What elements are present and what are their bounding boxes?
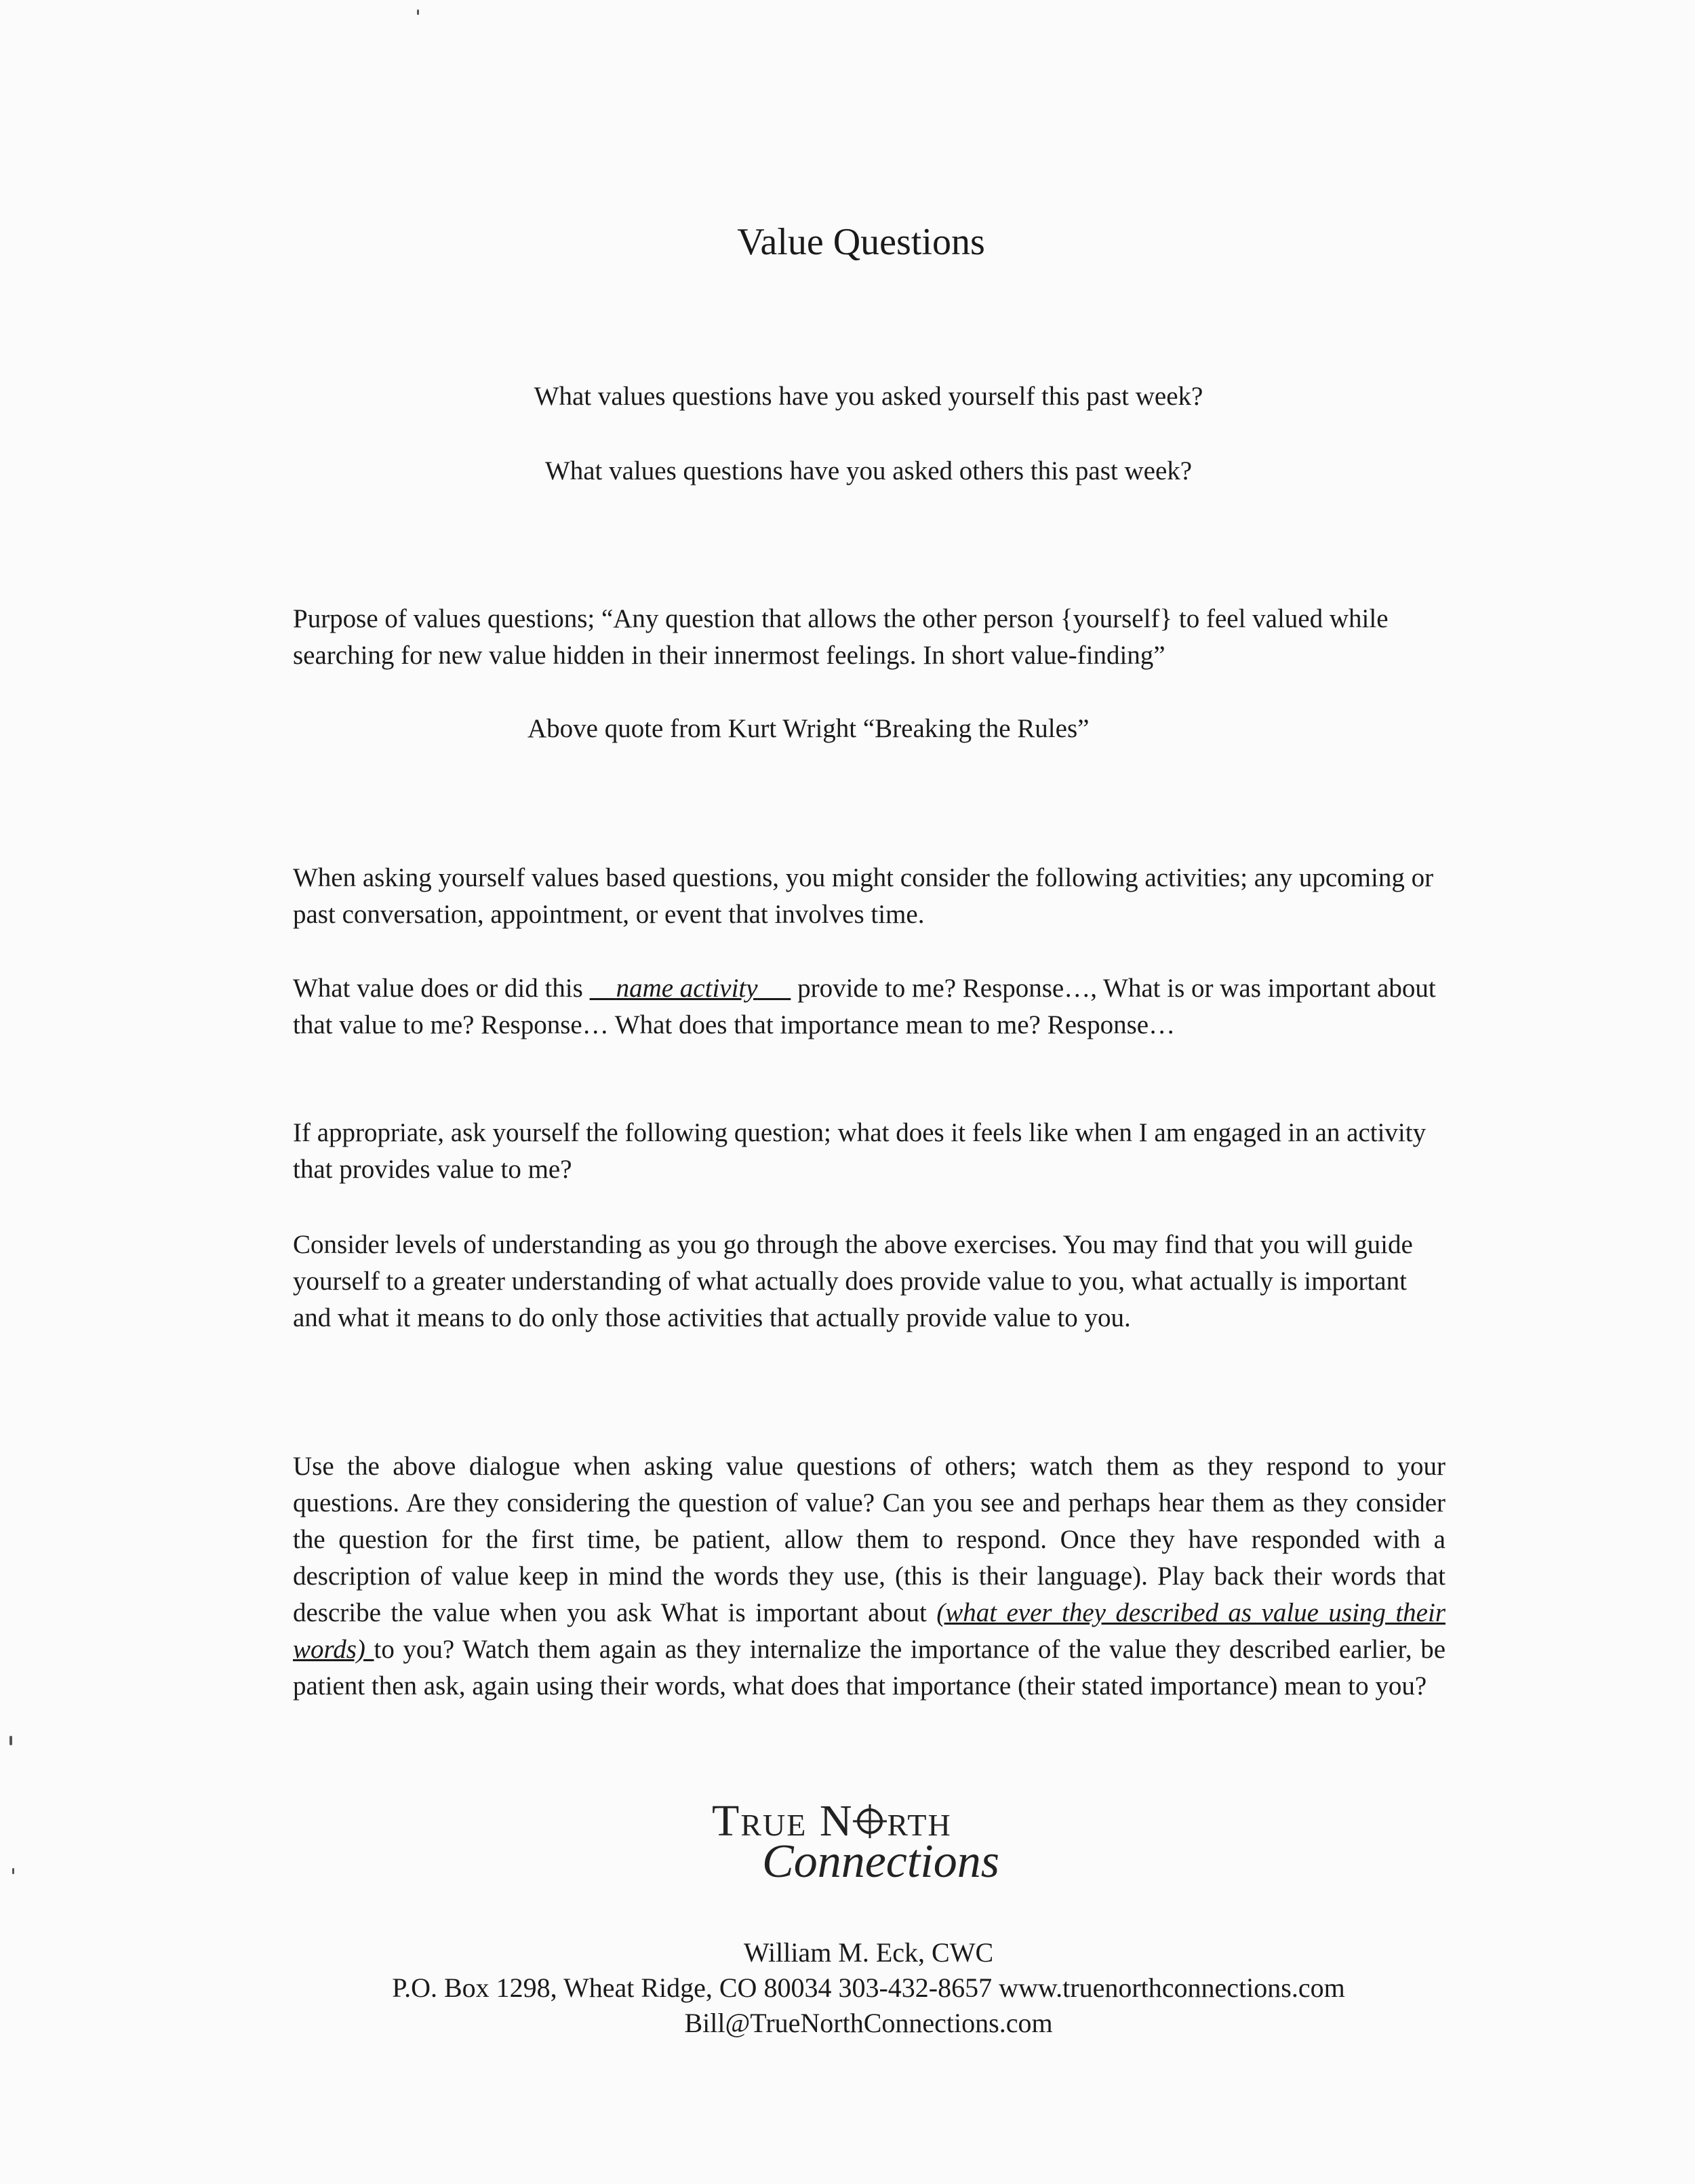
value-prompt-after: provide to me? Response…, What is or was important about that value to me? Response… What does that importance mean to me? Response… [293, 974, 1436, 1039]
value-prompt-before: What value does or did this [293, 974, 590, 1003]
levels-paragraph: Consider levels of understanding as you go through the above exercises. You may find that you will guide yourself to a greater understanding of what actually does provide value to you, what actually is important and what it means to do only those activities that actually provide value to you. [293, 1230, 1413, 1332]
scan-speck [417, 9, 419, 15]
dialogue-after: to you? Watch them again as they internalize the importance of the value they described earlier, be patient then ask, again using their words, what does that importance (their stated importance) mean to you? [293, 1635, 1445, 1701]
purpose-paragraph: Purpose of values questions; “Any question that allows the other person {yourself} to feel valued while searching for new value hidden in their innermost feelings. In short value-finding” [293, 604, 1389, 670]
footer-address: P.O. Box 1298, Wheat Ridge, CO 80034 303-432-8657 www.truenorthconnections.com [392, 1972, 1345, 2003]
dialogue-before: Use the above dialogue when asking value questions of others; watch them as they respond to your questions. Are they considering the question of value? Can you see and perhaps hear them as they consider the question for the first time, be patient, allow them to respond. Once they have responded with a description of value keep in mind the words they use, (this is their language). Play back their words that describe the value when you ask What is important about [293, 1452, 1445, 1627]
question-self: What values questions have you asked yourself this past week? [534, 382, 1203, 411]
logo-script: Connections [762, 1835, 999, 1888]
dialogue-underlined: (what ever they described as value using their words) [293, 1598, 1445, 1664]
compass-o-icon [853, 1804, 887, 1838]
logo-text-end: rth [887, 1796, 952, 1846]
dialogue-paragraph [293, 1448, 1445, 1705]
true-north-logo [712, 1795, 1024, 1904]
value-prompt-paragraph [293, 970, 1445, 1044]
question-others: What values questions have you asked others this past week? [544, 456, 1193, 485]
quote-attribution: Above quote from Kurt Wright “Breaking the Rules” [527, 714, 1090, 743]
name-activity-label: name activity [616, 974, 758, 1003]
logo-text-start: True N [712, 1796, 854, 1846]
footer-name: William M. Eck, CWC [743, 1937, 994, 1968]
page-title: Value Questions [737, 221, 985, 263]
scan-speck [12, 1868, 14, 1874]
name-activity-blank [590, 974, 791, 1003]
feels-like-paragraph: If appropriate, ask yourself the following question; what does it feels like when I am engaged in an activity that provides value to me? [293, 1118, 1427, 1184]
scan-speck [9, 1736, 12, 1745]
footer-email: Bill@TrueNorthConnections.com [684, 2008, 1053, 2038]
activities-paragraph: When asking yourself values based questions, you might consider the following activities; any upcoming or past conversation, appointment, or event that involves time. [293, 863, 1434, 929]
